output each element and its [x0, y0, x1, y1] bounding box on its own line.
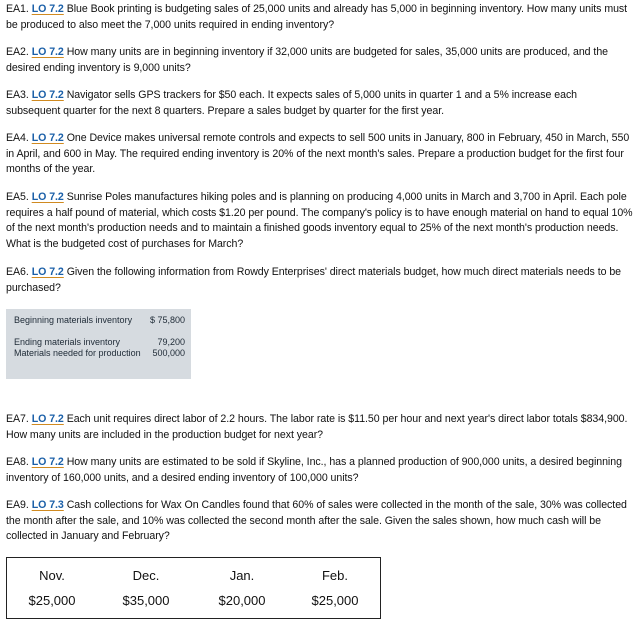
learning-objective-link[interactable]: LO 7.2 — [31, 46, 64, 58]
row-value: 500,000 — [152, 348, 185, 358]
sales-table — [6, 557, 381, 619]
exercise-ea4 — [6, 131, 634, 178]
column-header-dec: Dec. — [132, 568, 160, 583]
exercise-text: Navigator sells GPS trackers for $50 each. It expects sales of 5,000 units in quarter 1 and a 5% increase each subsequent quarter for the next 8 quarters. Prepare a sales budget by quarter for the first year. — [6, 89, 578, 117]
exercise-code: EA3. — [6, 89, 29, 101]
column-header-feb: Feb. — [321, 568, 348, 583]
learning-objective-link[interactable]: LO 7.2 — [31, 3, 64, 15]
exercise-ea2 — [6, 45, 634, 76]
exercise-code: EA9. — [6, 499, 29, 511]
column-header-jan: Jan. — [229, 568, 255, 583]
exercise-text: One Device makes universal remote controls and expects to sell 500 units in January, 800 in February, 450 in March, 550 in April, and 600 in May. The required ending inventory is 20% of the next month's sales. Prepare a production budget for the first four months of the year. — [6, 132, 630, 176]
learning-objective-link[interactable]: LO 7.2 — [31, 132, 64, 144]
learning-objective-link[interactable]: LO 7.2 — [31, 89, 64, 101]
column-header-nov: Nov. — [39, 568, 65, 583]
exercise-ea1 — [6, 2, 634, 33]
exercise-text: Blue Book printing is budgeting sales of 25,000 units and already has 5,000 in beginning inventory. How many units must be produced to also meet the 7,000 units required in ending inventory? — [6, 3, 628, 31]
sales-value-dec: $35,000 — [122, 593, 170, 608]
exercise-ea8 — [6, 455, 634, 486]
exercise-code: EA8. — [6, 456, 29, 468]
exercise-code: EA7. — [6, 413, 29, 425]
exercise-ea9 — [6, 498, 634, 545]
exercise-text: How many units are in beginning inventory if 32,000 units are budgeted for sales, 35,000 units are produced, and the desired ending inventory is 9,000 units? — [6, 46, 608, 74]
exercise-text: Sunrise Poles manufactures hiking poles and is planning on producing 4,000 units in March and 3,700 in April. Each pole requires a half pound of material, which costs $1.20 per pound. The company's policy is to have enough material on hand to equal 10% of the next month's production needs and to maintain a finished goods inventory equal to 25% of the next month's production needs. What is the budgeted cost of purchases for March? — [6, 191, 633, 251]
learning-objective-link[interactable]: LO 7.2 — [31, 191, 64, 203]
row-value: $ 75,800 — [149, 315, 185, 325]
learning-objective-link[interactable]: LO 7.2 — [31, 413, 64, 425]
row-value: 79,200 — [157, 337, 185, 347]
materials-budget-table — [6, 309, 191, 379]
exercise-code: EA4. — [6, 132, 29, 144]
exercise-text: How many units are estimated to be sold if Skyline, Inc., has a planned production of 900,000 units, a desired beginning inventory of 160,000 units, and a desired ending inventory of 100,000 units? — [6, 456, 622, 484]
exercise-ea3 — [6, 88, 634, 119]
exercise-text: Cash collections for Wax On Candles found that 60% of sales were collected in the month of the sale, 30% was collected the month after the sale, and 10% was collected the second month after the sale. Given the sales shown, how much cash will be collected in January and February? — [6, 499, 627, 543]
learning-objective-link[interactable]: LO 7.2 — [31, 456, 64, 468]
exercise-ea5 — [6, 190, 634, 253]
sales-value-nov: $25,000 — [28, 593, 76, 608]
learning-objective-link[interactable]: LO 7.2 — [31, 266, 64, 278]
exercise-code: EA2. — [6, 46, 29, 58]
exercise-code: EA6. — [6, 266, 29, 278]
exercise-code: EA1. — [6, 3, 29, 15]
exercise-text: Each unit requires direct labor of 2.2 hours. The labor rate is $11.50 per hour and next year's direct labor totals $834,900. How many units are included in the production budget for next year? — [6, 413, 628, 441]
exercise-ea7 — [6, 412, 634, 443]
exercise-ea6 — [6, 265, 634, 296]
row-label: Ending materials inventory — [14, 337, 121, 347]
exercise-text: Given the following information from Rowdy Enterprises' direct materials budget, how much direct materials needs to be purchased? — [6, 266, 622, 294]
row-label: Beginning materials inventory — [14, 315, 133, 325]
exercise-code: EA5. — [6, 191, 29, 203]
row-label: Materials needed for production — [14, 348, 141, 358]
sales-value-jan: $20,000 — [218, 593, 266, 608]
learning-objective-link[interactable]: LO 7.3 — [31, 499, 64, 511]
sales-value-feb: $25,000 — [311, 593, 359, 608]
